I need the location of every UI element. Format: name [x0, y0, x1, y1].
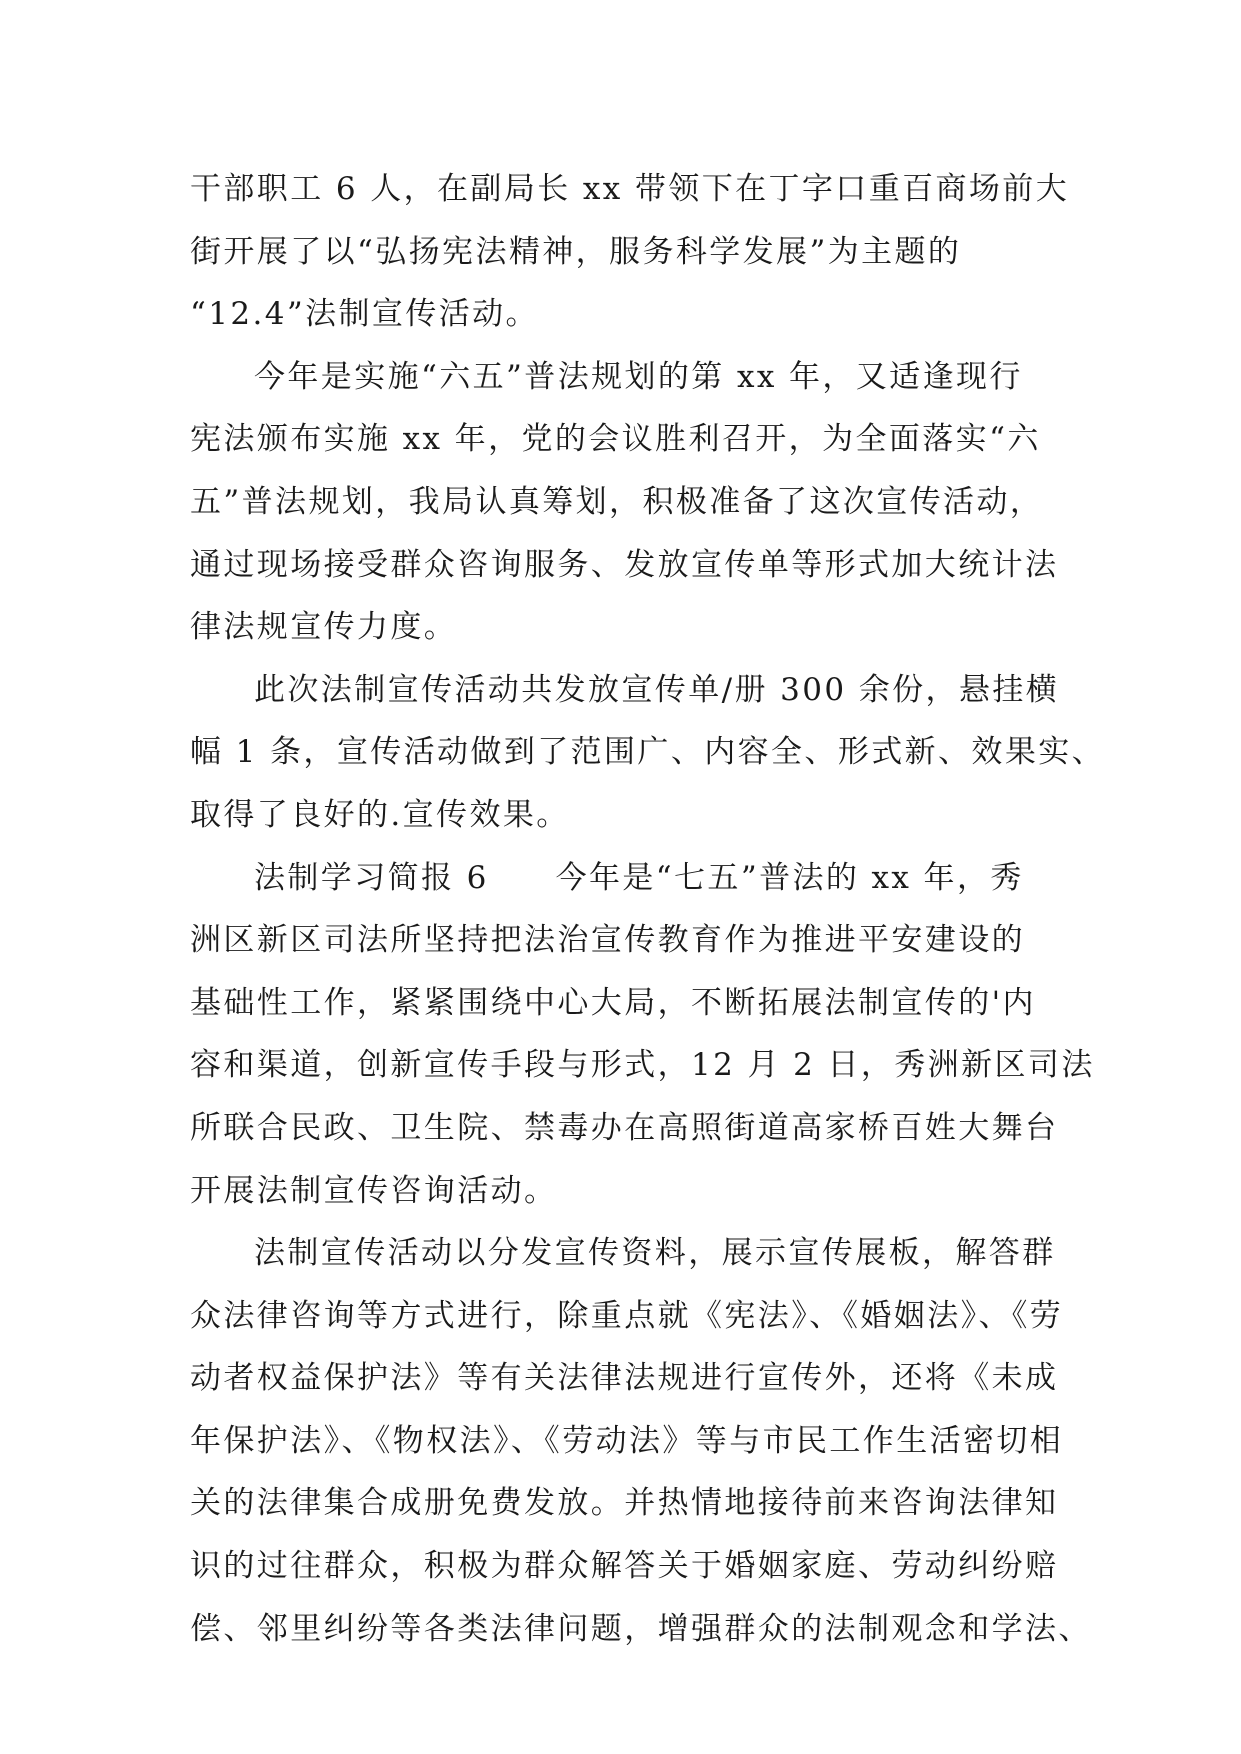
- body-line: 开展法制宣传咨询活动。: [190, 1172, 558, 1209]
- body-line: 基础性工作，紧紧围绕中心大局，不断拓展法制宣传的'内: [190, 984, 1036, 1021]
- body-line: 街开展了以“弘扬宪法精神，服务科学发展”为主题的: [190, 233, 962, 270]
- body-line: 关的法律集合成册免费发放。并热情地接待前来咨询法律知: [190, 1485, 1059, 1522]
- body-line: 取得了良好的.宣传效果。: [190, 796, 570, 833]
- body-line: 幅 1 条，宣传活动做到了范围广、内容全、形式新、效果实、: [190, 734, 1106, 771]
- document-body: [190, 158, 1106, 1660]
- body-line: 动者权益保护法》等有关法律法规进行宣传外，还将《未成: [190, 1360, 1059, 1397]
- body-line: 宪法颁布实施 xx 年，党的会议胜利召开，为全面落实“六: [190, 421, 1041, 458]
- body-line: “12.4”法制宣传活动。: [190, 296, 539, 333]
- body-line: 律法规宣传力度。: [190, 609, 458, 646]
- body-line: 干部职工 6 人，在副局长 xx 带领下在丁字口重百商场前大: [190, 171, 1070, 207]
- body-line: 通过现场接受群众咨询服务、发放宣传单等形式加大统计法: [190, 546, 1059, 583]
- body-line: 年保护法》、《物权法》、《劳动法》等与市民工作生活密切相: [190, 1422, 1064, 1459]
- paragraph-first-line: 法制宣传活动以分发宣传资料，展示宣传展板，解答群: [254, 1235, 1056, 1272]
- body-line: 偿、邻里纠纷等各类法律问题，增强群众的法制观念和学法、: [190, 1610, 1092, 1647]
- paragraph-first-line: 此次法制宣传活动共发放宣传单/册 300 余份，悬挂横: [254, 671, 1060, 708]
- body-line: 容和渠道，创新宣传手段与形式，12 月 2 日，秀洲新区司法: [190, 1047, 1095, 1084]
- body-line: 五”普法规划，我局认真筹划，积极准备了这次宣传活动，: [190, 483, 1044, 520]
- body-line: 众法律咨询等方式进行，除重点就《宪法》、《婚姻法》、《劳: [190, 1297, 1064, 1334]
- body-line: 洲区新区司法所坚持把法治宣传教育作为推进平安建设的: [190, 922, 1025, 959]
- body-line: 识的过往群众，积极为群众解答关于婚姻家庭、劳动纠纷赔: [190, 1548, 1059, 1585]
- paragraph-first-line: 法制学习简报 6 今年是“七五”普法的 xx 年，秀: [254, 859, 1024, 896]
- paragraph-first-line: 今年是实施“六五”普法规划的第 xx 年，又适逢现行: [254, 358, 1023, 395]
- body-line: 所联合民政、卫生院、禁毒办在高照街道高家桥百姓大舞台: [190, 1109, 1059, 1146]
